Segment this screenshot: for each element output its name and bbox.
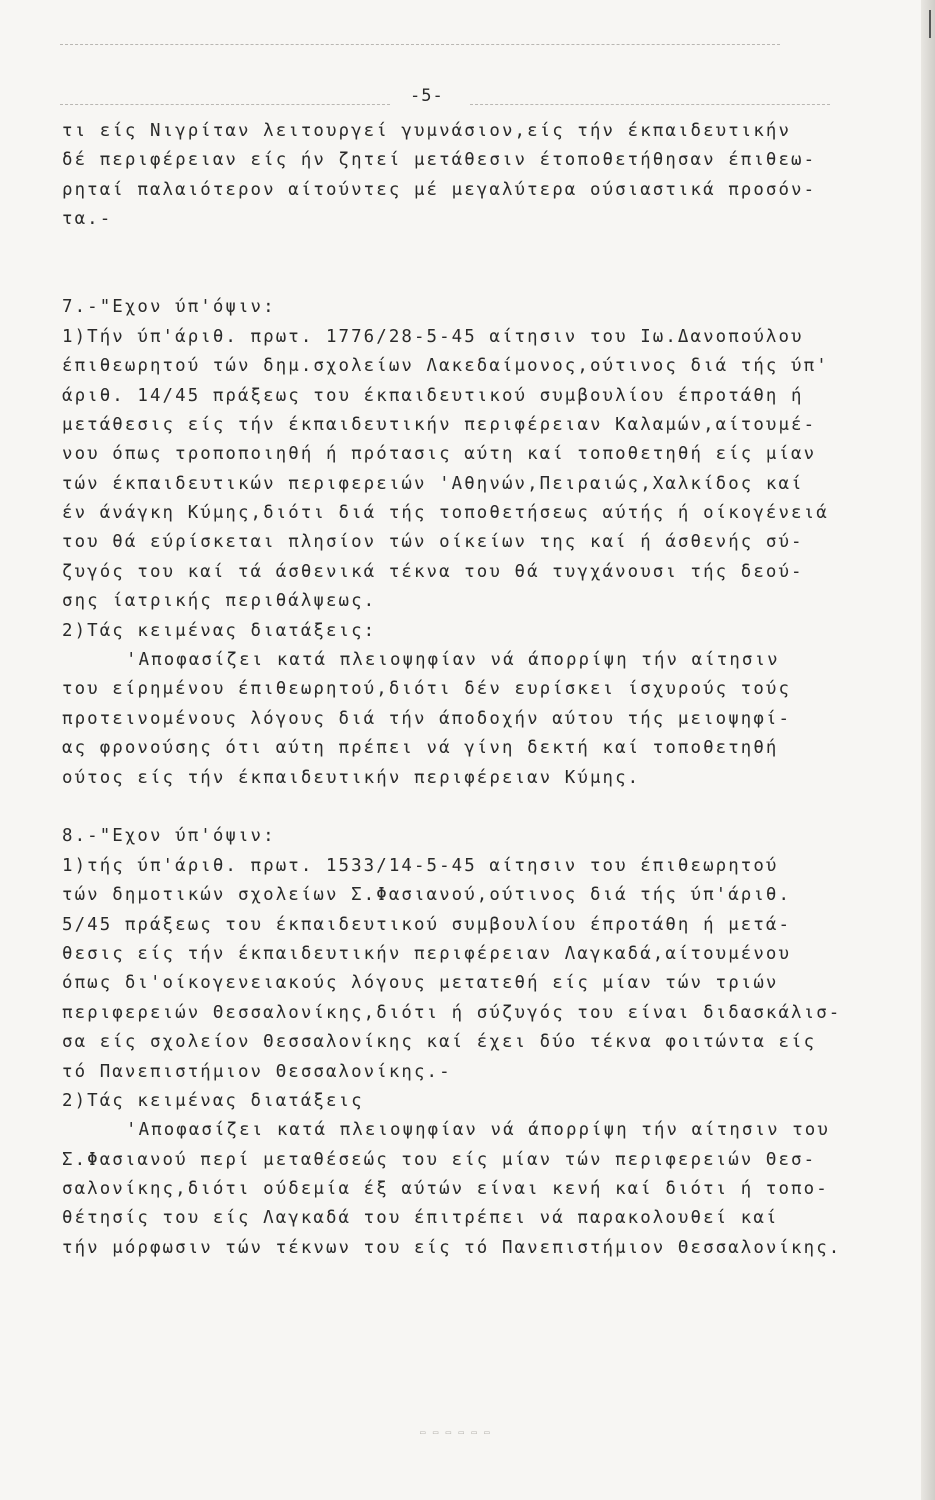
- text-line: τών δημοτικών σχολείων Σ.Φασιανού,ούτινος διά τής ύπ'άριθ.: [62, 885, 792, 906]
- page-number: -5-: [410, 86, 444, 106]
- page-edge: [921, 0, 935, 1500]
- text-line: άριθ. 14/45 πράξεως του έκπαιδευτικού συμβουλίου έπροτάθη ή: [62, 385, 804, 406]
- text-line: σα είς σχολείον Θεσσαλονίκης καί έχει δύο τέκνα φοιτώντα είς: [62, 1032, 817, 1053]
- text-line: έπιθεωρητού τών δημ.σχολείων Λακεδαίμονος,ούτινος διά τής ύπ': [62, 356, 829, 377]
- text-line: τήν μόρφωσιν τών τέκνων του είς τό Πανεπιστήμιον Θεσσαλονίκης.: [62, 1237, 842, 1258]
- header-rule-left: [60, 104, 390, 106]
- text-line: του είρημένου έπιθεωρητού,διότι δέν ευρίσκει ίσχυρούς τούς: [62, 679, 792, 700]
- document-body: [62, 117, 897, 1263]
- text-line: σαλονίκης,διότι ούδεμία έξ αύτών είναι κενή καί διότι ή τοπο-: [62, 1179, 829, 1200]
- blank-line: [62, 264, 897, 293]
- text-line: 5/45 πράξεως του έκπαιδευτικού συμβουλίου έπροτάθη ή μετά-: [62, 914, 792, 935]
- text-line: περιφερειών Θεσσαλονίκης,διότι ή σύζυγός του είναι διδασκάλισ-: [62, 1002, 842, 1023]
- text-line: Σ.Φασιανού περί μεταθέσεώς του είς μίαν τών περιφερειών Θεσ-: [62, 1149, 817, 1170]
- text-line: 1)Τήν ύπ'άριθ. πρωτ. 1776/28-5-45 αίτησιν του Ιω.Δανοπούλου: [62, 326, 804, 347]
- text-line: 2)Τάς κειμένας διατάξεις: [62, 1090, 364, 1111]
- text-line: προτεινομένους λόγους διά τήν άποδοχήν αύτου τής μειοψηφί-: [62, 708, 792, 729]
- text-line: νου όπως τροποποιηθή ή πρότασις αύτη καί τοποθετηθή είς μίαν: [62, 444, 817, 465]
- footer-stamp: ▭ ▭ ▭ ▭ ▭ ▭: [420, 1428, 491, 1438]
- text-line: όπως δι'οίκογενειακούς λόγους μετατεθή είς μίαν τών τριών: [62, 973, 779, 994]
- text-line: 7.-"Εχον ύπ'όψιν:: [62, 297, 276, 318]
- text-line: έν άνάγκη Κύμης,διότι διά τής τοποθετήσεως αύτής ή οίκογένειά: [62, 503, 829, 524]
- header-rule: [60, 44, 780, 46]
- text-line: 'Αποφασίζει κατά πλειοψηφίαν νά άπορρίψη τήν αίτησιν: [126, 650, 780, 671]
- text-line: του θά εύρίσκεται πλησίον τών οίκείων της καί ή άσθενής σύ-: [62, 532, 804, 553]
- text-line: τι είς Νιγρίταν λειτουργεί γυμνάσιον,είς τήν έκπαιδευτικήν: [62, 121, 792, 141]
- text-line: 8.-"Εχον ύπ'όψιν:: [62, 826, 276, 847]
- text-line: 2)Τάς κειμένας διατάξεις:: [62, 620, 377, 641]
- text-line: τών έκπαιδευτικών περιφερειών 'Αθηνών,Πειραιώς,Χαλκίδος καί: [62, 473, 804, 494]
- text-line: θέτησίς του είς Λαγκαδά του έπιτρέπει νά παρακολουθεί καί: [62, 1208, 779, 1229]
- text-line: θεσις είς τήν έκπαιδευτικήν περιφέρειαν Λαγκαδά,αίτουμένου: [62, 943, 792, 964]
- text-line: ζυγός του καί τά άσθενικά τέκνα του θά τυγχάνουσι τής δεού-: [62, 561, 804, 582]
- text-line: 1)τής ύπ'άριθ. πρωτ. 1533/14-5-45 αίτησιν του έπιθεωρητού: [62, 855, 779, 876]
- text-line: δέ περιφέρειαν είς ήν ζητεί μετάθεσιν έτοποθετήθησαν έπιθεω-: [62, 150, 817, 171]
- text-line: τα.-: [62, 209, 113, 230]
- text-line: σης ίατρικής περιθάλψεως.: [62, 591, 377, 612]
- header-rule-right: [470, 104, 830, 106]
- text-line: ρηταί παλαιότερον αίτούντες μέ μεγαλύτερα ούσιαστικά προσόν-: [62, 179, 817, 200]
- blank-line: [62, 793, 897, 822]
- edge-mark: [929, 10, 931, 38]
- blank-line: [62, 235, 897, 264]
- text-line: μετάθεσις είς τήν έκπαιδευτικήν περιφέρειαν Καλαμών,αίτουμέ-: [62, 414, 817, 435]
- text-line: ούτος είς τήν έκπαιδευτικήν περιφέρειαν Κύμης.: [62, 767, 641, 788]
- text-line: τό Πανεπιστήμιον Θεσσαλονίκης.-: [62, 1061, 452, 1082]
- text-line: 'Αποφασίζει κατά πλειοψηφίαν νά άπορρίψη τήν αίτησιν του: [126, 1120, 830, 1141]
- text-line: ας φρονούσης ότι αύτη πρέπει νά γίνη δεκτή καί τοποθετηθή: [62, 738, 779, 759]
